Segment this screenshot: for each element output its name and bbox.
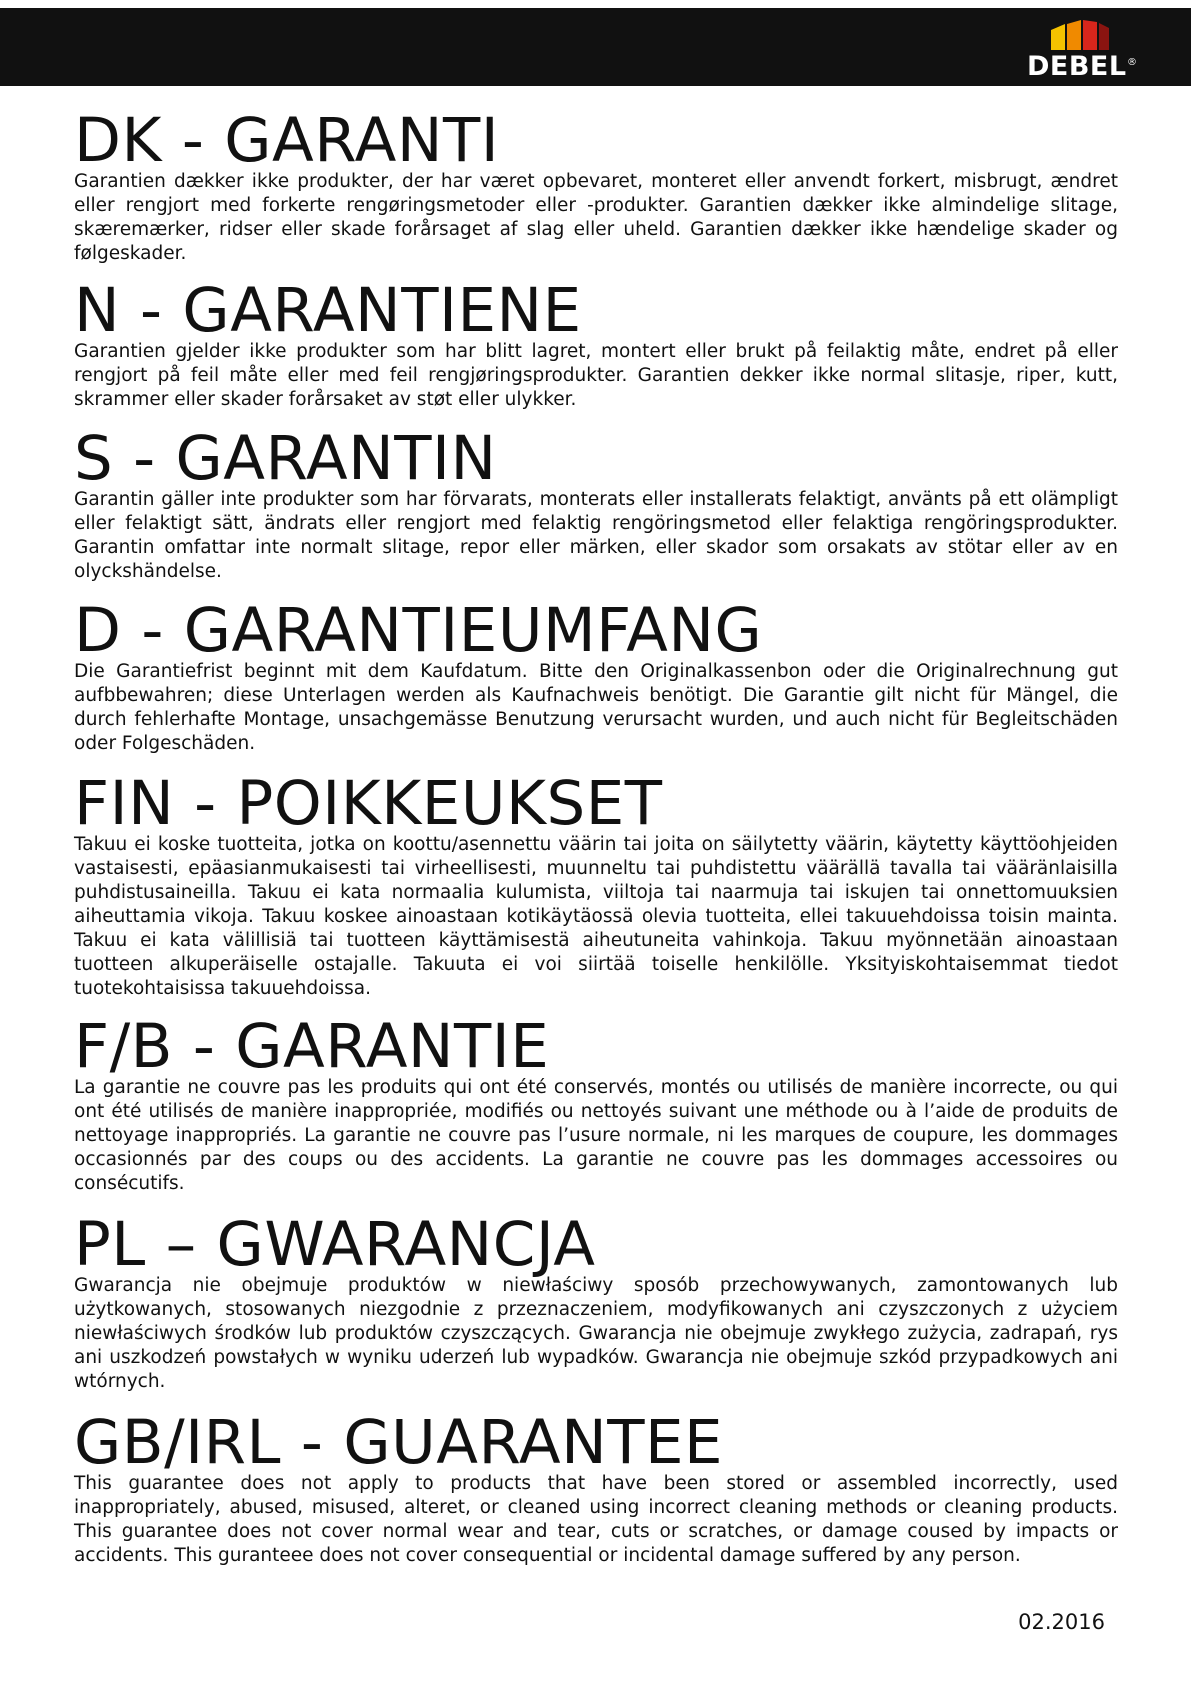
- section-pl: [74, 1209, 1118, 1394]
- section-fin: [74, 768, 1118, 1001]
- section-title: PL – GWARANCJA: [74, 1209, 596, 1280]
- header-bar: [0, 8, 1191, 86]
- section-body: Garantin gäller inte produkter som har förvarats, monterats eller installerats felaktigt, använts på ett olämpligt eller felaktigt sätt, ändrats eller rengjort med felaktig rengöringsmetod eller felaktiga rengöringsprodukter. Garantin omfattar inte normalt slitage, repor eller märken, eller skador som orsakats av stötar eller av en olyckshändelse.: [74, 489, 1118, 582]
- footer-date: 02.2016: [1018, 1610, 1105, 1634]
- logo-stripe-red: [1083, 20, 1097, 50]
- registered-mark: ®: [1127, 57, 1137, 68]
- section-title: F/B - GARANTIE: [74, 1011, 550, 1082]
- section-title: D - GARANTIEUMFANG: [74, 595, 763, 666]
- section-title: GB/IRL - GUARANTEE: [74, 1407, 724, 1478]
- section-body: La garantie ne couvre pas les produits qui ont été conservés, montés ou utilisés de manière incorrecte, ou qui ont été utilisés de manière inappropriée, modifiés ou nettoyés suivant une méthode ou à l’aide de produits de nettoyage inappropriés. La garantie ne couvre pas l’usure normale, ni les marques de coupure, les dommages occasionnés par des coups ou des accidents. La garantie ne couvre pas les dommages accessoires ou consécutifs.: [74, 1077, 1118, 1194]
- section-body: Garantien gjelder ikke produkter som har blitt lagret, montert eller brukt på feilaktig måte, endret på eller rengjort på feil måte eller med feil rengjøringsprodukter. Garantien dekker ikke normal slitasje, riper, kutt, skrammer eller skader forårsaket av støt eller ulykker.: [74, 341, 1118, 410]
- section-title: N - GARANTIENE: [74, 275, 582, 346]
- logo-stripe-darkred: [1099, 23, 1109, 50]
- section-s: [74, 423, 1118, 584]
- section-dk: [74, 105, 1118, 266]
- logo-stripe-yellow: [1051, 24, 1065, 50]
- debel-logo: [1027, 18, 1137, 84]
- section-body: Garantien dækker ikke produkter, der har været opbevaret, monteret eller anvendt forkert, misbrugt, ændret eller rengjort med forkerte rengøringsmetoder eller -produkter. Garantien dækker ikke almindelige slitage, skæremærker, ridser eller skade forårsaget af slag eller uheld. Garantien dækker ikke hændelige skader og følgeskader.: [74, 171, 1118, 264]
- logo-stripe-orange: [1067, 20, 1081, 50]
- section-body: This guarantee does not apply to products that have been stored or assembled incorrectly, used inappropriately, abused, misused, alteret, or cleaned using incorrect cleaning methods or cleaning products. This guarantee does not cover normal wear and tear, cuts or scratches, or damage coused by impacts or accidents. This guranteee does not cover consequential or incidental damage suffered by any person.: [74, 1473, 1118, 1566]
- section-body: Takuu ei koske tuotteita, jotka on koottu/asennettu väärin tai joita on säilytetty väärin, käytetty käyttöohjeiden vastaisesti, epäasianmukaisesti tai virheellisesti, muunneltu tai puhdistettu väärällä tavalla tai vääränlaisilla puhdistusaineilla. Takuu ei kata normaalia kulumista, viiltoja tai naarmuja tai iskujen tai onnettomuuksien aiheuttamia vikoja. Takuu koskee ainoastaan kotikäytäossä olevia tuotteita, ellei takuuehdoissa toisin mainta. Takuu ei kata välillisiä tai tuotteen käyttämisestä aiheutuneita vahinkoja. Takuu myönnetään ainoastaan tuotteen alkuperäiselle ostajalle. Takuuta ei voi siirtää toiselle henkilölle. Yksityiskohtaisemmat tiedot tuotekohtaisissa takuuehdoissa.: [74, 834, 1118, 999]
- section-body: Gwarancja nie obejmuje produktów w niewłaściwy sposób przechowywanych, zamontowanych lub użytkowanych, stosowanych niezgodnie z przeznaczeniem, modyfikowanych ani czyszczonych z użyciem niewłaściwych środków lub produktów czyszczących. Gwarancja nie obejmuje zwykłego zużycia, zadrapań, rys ani uszkodzeń powstałych w wyniku uderzeń lub wypadków. Gwarancja nie obejmuje szkód przypadkowych ani wtórnych.: [74, 1275, 1118, 1392]
- section-title: S - GARANTIN: [74, 423, 497, 494]
- section-gb-irl: [74, 1407, 1118, 1568]
- section-n: [74, 275, 1118, 412]
- section-fb: [74, 1011, 1118, 1196]
- section-body: Die Garantiefrist beginnt mit dem Kaufdatum. Bitte den Originalkassenbon oder die Originalrechnung gut aufbbewahren; diese Unterlagen werden als Kaufnachweis benötigt. Die Garantie gilt nicht für Mängel, die durch fehlerhafte Montage, unsachgemässe Benutzung verursacht wurden, und auch nicht für Begleitschäden oder Folgeschäden.: [74, 661, 1118, 754]
- section-title: DK - GARANTI: [74, 105, 500, 176]
- brand-name: DEBEL: [1027, 51, 1127, 82]
- section-title: FIN - POIKKEUKSET: [74, 768, 663, 839]
- debel-logo-mark-icon: [1047, 20, 1113, 52]
- section-d: [74, 595, 1118, 756]
